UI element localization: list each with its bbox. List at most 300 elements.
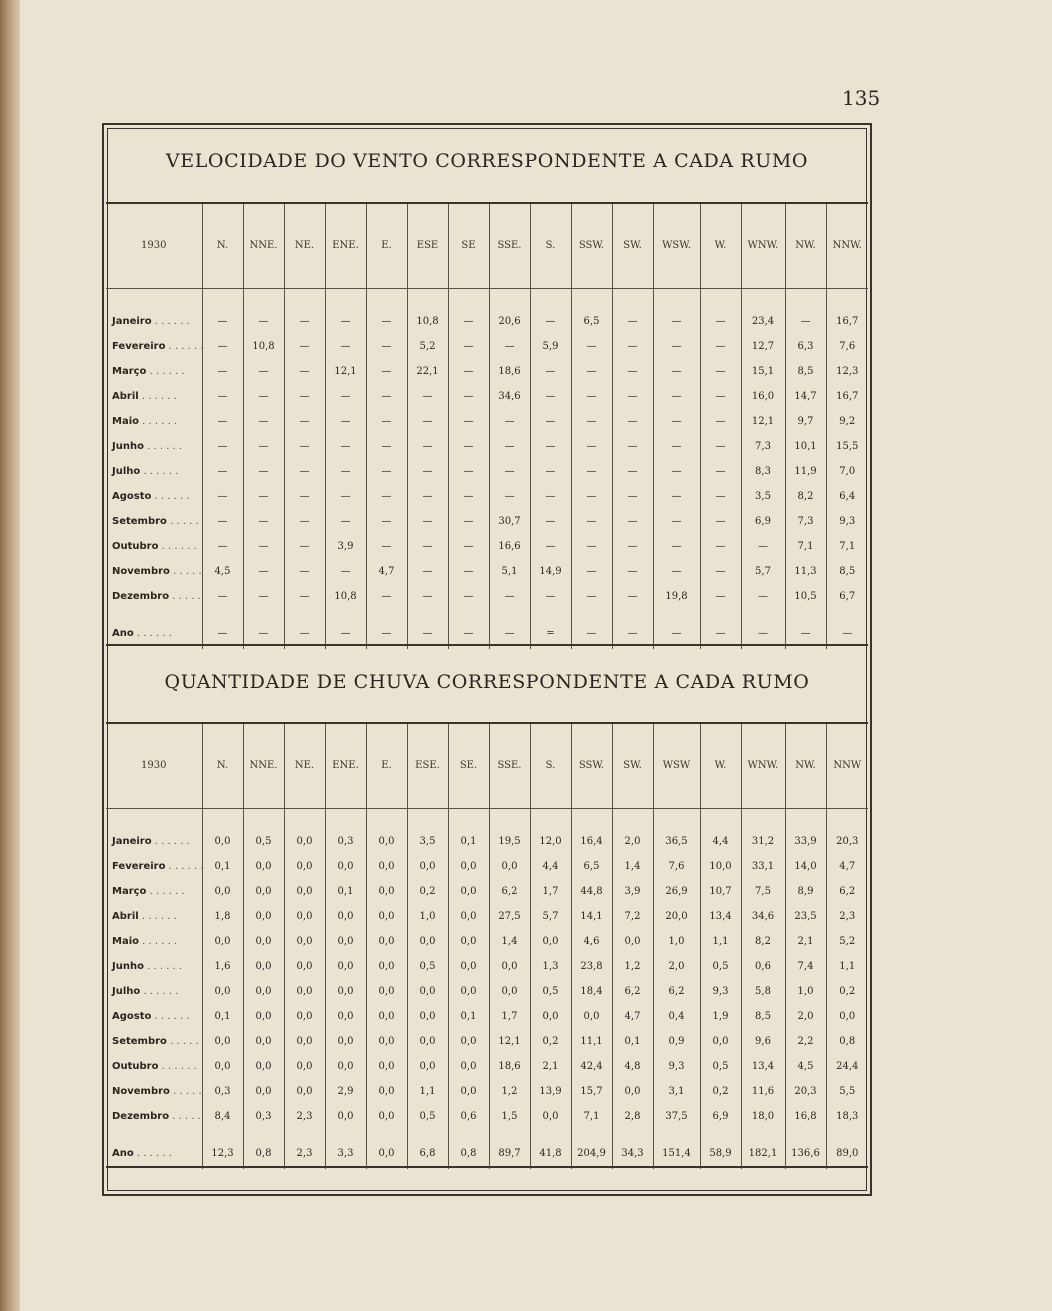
table-cell: 0,0 bbox=[202, 979, 243, 1004]
table-cell: — bbox=[700, 359, 741, 384]
table-cell: — bbox=[700, 384, 741, 409]
table-row bbox=[106, 1004, 868, 1029]
table-cell: 16,8 bbox=[785, 1104, 826, 1129]
month-label: Julho . . . bbox=[106, 459, 202, 484]
table-cell: 14,7 bbox=[785, 384, 826, 409]
table-cell: 15,5 bbox=[826, 434, 868, 459]
table-cell: 8,9 bbox=[785, 879, 826, 904]
table-row bbox=[106, 929, 868, 954]
table-cell: — bbox=[243, 534, 284, 559]
table-cell: 0,5 bbox=[407, 954, 448, 979]
total-separator-row bbox=[106, 609, 868, 619]
table-cell: — bbox=[530, 409, 571, 434]
table-cell: — bbox=[530, 384, 571, 409]
table-cell: 2,2 bbox=[785, 1029, 826, 1054]
table-cell: 1,9 bbox=[700, 1004, 741, 1029]
table-cell: — bbox=[571, 334, 612, 359]
table-row bbox=[106, 309, 868, 334]
table-cell: — bbox=[571, 619, 612, 649]
table-cell: 5,8 bbox=[741, 979, 785, 1004]
table-cell: 0,0 bbox=[284, 1029, 325, 1054]
table-cell: 0,0 bbox=[489, 854, 530, 879]
table-cell: 4,8 bbox=[612, 1054, 653, 1079]
table-cell: — bbox=[366, 384, 407, 409]
table-cell: — bbox=[366, 584, 407, 609]
table-cell: 5,7 bbox=[741, 559, 785, 584]
table-cell: — bbox=[653, 459, 700, 484]
table-cell: 0,0 bbox=[325, 979, 366, 1004]
month-label: Agosto . . . bbox=[106, 484, 202, 509]
table-cell: 1,3 bbox=[530, 954, 571, 979]
table-cell: — bbox=[284, 309, 325, 334]
table-cell: — bbox=[612, 359, 653, 384]
direction-header: WSW bbox=[653, 724, 700, 808]
direction-header: NNE. bbox=[243, 204, 284, 288]
table-cell: 0,0 bbox=[325, 1104, 366, 1129]
table-cell: 0,0 bbox=[448, 979, 489, 1004]
table-cell: 7,5 bbox=[741, 879, 785, 904]
direction-header: NNW. bbox=[826, 204, 868, 288]
table-row bbox=[106, 1029, 868, 1054]
table-cell: — bbox=[284, 384, 325, 409]
table-cell: — bbox=[571, 459, 612, 484]
table-cell: — bbox=[489, 409, 530, 434]
table-cell: 1,0 bbox=[407, 904, 448, 929]
table-cell: 89,7 bbox=[489, 1139, 530, 1169]
table-cell: 0,6 bbox=[448, 1104, 489, 1129]
table-cell: — bbox=[653, 409, 700, 434]
month-label: Dezembro . . . bbox=[106, 584, 202, 609]
table-cell: 0,0 bbox=[284, 954, 325, 979]
table-cell: — bbox=[366, 509, 407, 534]
table-cell: 6,7 bbox=[826, 584, 868, 609]
table-cell: 8,2 bbox=[785, 484, 826, 509]
table-cell: 34,6 bbox=[489, 384, 530, 409]
table-cell: 1,0 bbox=[653, 929, 700, 954]
table-cell: 26,9 bbox=[653, 879, 700, 904]
table-cell: — bbox=[700, 534, 741, 559]
table-cell: 16,7 bbox=[826, 384, 868, 409]
table-cell: 12,3 bbox=[826, 359, 868, 384]
table-cell: 18,3 bbox=[826, 1104, 868, 1129]
table-cell: — bbox=[202, 584, 243, 609]
table-cell: 0,0 bbox=[325, 904, 366, 929]
table-cell: 0,0 bbox=[366, 854, 407, 879]
month-label: Setembro . . . bbox=[106, 1029, 202, 1054]
table-cell: 0,0 bbox=[366, 979, 407, 1004]
table-cell: — bbox=[612, 334, 653, 359]
table-cell: 13,9 bbox=[530, 1079, 571, 1104]
table-cell: — bbox=[366, 409, 407, 434]
table-cell: 0,0 bbox=[243, 979, 284, 1004]
table-cell: — bbox=[284, 334, 325, 359]
table-cell: — bbox=[612, 534, 653, 559]
table-cell: 6,4 bbox=[826, 484, 868, 509]
table-cell: — bbox=[530, 309, 571, 334]
table-cell: — bbox=[284, 359, 325, 384]
table-cell: — bbox=[407, 619, 448, 649]
table-cell: — bbox=[202, 434, 243, 459]
total-separator-row bbox=[106, 1129, 868, 1139]
table-cell: 10,1 bbox=[785, 434, 826, 459]
table-cell: — bbox=[571, 434, 612, 459]
table-cell: 22,1 bbox=[407, 359, 448, 384]
page-number: 135 bbox=[842, 86, 881, 110]
table-row bbox=[106, 384, 868, 409]
table-cell: 33,9 bbox=[785, 829, 826, 854]
month-label: Março . . . bbox=[106, 359, 202, 384]
table-cell: 42,4 bbox=[571, 1054, 612, 1079]
table-cell: 3,9 bbox=[612, 879, 653, 904]
table-cell: 6,5 bbox=[571, 854, 612, 879]
table-cell: — bbox=[243, 584, 284, 609]
table-cell: 0,0 bbox=[284, 1004, 325, 1029]
table-cell: 0,0 bbox=[325, 1004, 366, 1029]
table-cell: 89,0 bbox=[826, 1139, 868, 1169]
table-row bbox=[106, 359, 868, 384]
table-cell: 0,0 bbox=[366, 1139, 407, 1169]
table-cell: — bbox=[489, 484, 530, 509]
direction-header: SW. bbox=[612, 724, 653, 808]
table-cell: 7,3 bbox=[741, 434, 785, 459]
table-cell: 20,0 bbox=[653, 904, 700, 929]
table-cell: 2,3 bbox=[284, 1139, 325, 1169]
table-cell: 6,9 bbox=[700, 1104, 741, 1129]
table-cell: 41,8 bbox=[530, 1139, 571, 1169]
table-cell: — bbox=[448, 619, 489, 649]
table-cell: — bbox=[325, 434, 366, 459]
table-cell: — bbox=[489, 459, 530, 484]
table-cell: 7,1 bbox=[571, 1104, 612, 1129]
table-cell: 0,0 bbox=[202, 879, 243, 904]
direction-header: SSW. bbox=[571, 204, 612, 288]
table-cell: — bbox=[325, 459, 366, 484]
table-cell: — bbox=[785, 619, 826, 649]
table-cell: 0,0 bbox=[448, 1029, 489, 1054]
table-cell: 6,9 bbox=[741, 509, 785, 534]
table-cell: — bbox=[284, 409, 325, 434]
table-cell: — bbox=[325, 509, 366, 534]
table-cell: 204,9 bbox=[571, 1139, 612, 1169]
table-cell: 182,1 bbox=[741, 1139, 785, 1169]
table-cell: 2,3 bbox=[284, 1104, 325, 1129]
table-cell: 0,0 bbox=[366, 879, 407, 904]
table-cell: 0,0 bbox=[366, 1104, 407, 1129]
table-cell: — bbox=[284, 484, 325, 509]
table-cell: 0,0 bbox=[407, 929, 448, 954]
table-cell: 0,0 bbox=[530, 1104, 571, 1129]
table-cell: 20,6 bbox=[489, 309, 530, 334]
table-cell: 18,4 bbox=[571, 979, 612, 1004]
table-cell: — bbox=[243, 434, 284, 459]
table-cell: — bbox=[653, 484, 700, 509]
table-cell: — bbox=[202, 334, 243, 359]
table-cell: 6,2 bbox=[826, 879, 868, 904]
direction-header: WNW. bbox=[741, 724, 785, 808]
table-cell: 6,8 bbox=[407, 1139, 448, 1169]
month-label: Outubro . . . bbox=[106, 1054, 202, 1079]
table-cell: 37,5 bbox=[653, 1104, 700, 1129]
table-cell: 1,1 bbox=[826, 954, 868, 979]
table-cell: 10,5 bbox=[785, 584, 826, 609]
table-cell: 0,0 bbox=[325, 929, 366, 954]
year-label: 1930 bbox=[106, 204, 202, 288]
table-cell: 1,8 bbox=[202, 904, 243, 929]
table-cell: 0,0 bbox=[448, 879, 489, 904]
bottom-rule bbox=[106, 1166, 868, 1168]
table-cell: 0,0 bbox=[826, 1004, 868, 1029]
table-cell: — bbox=[448, 334, 489, 359]
table-cell: 9,2 bbox=[826, 409, 868, 434]
direction-header: W. bbox=[700, 724, 741, 808]
table-cell: 9,3 bbox=[653, 1054, 700, 1079]
table-cell: — bbox=[653, 434, 700, 459]
table-cell: — bbox=[571, 509, 612, 534]
table-row bbox=[106, 1079, 868, 1104]
table-cell: 0,0 bbox=[407, 854, 448, 879]
table-cell: — bbox=[653, 384, 700, 409]
table-cell: 0,0 bbox=[202, 829, 243, 854]
table-cell: 0,0 bbox=[325, 1054, 366, 1079]
table-cell: — bbox=[448, 434, 489, 459]
table-cell: — bbox=[571, 534, 612, 559]
direction-header: SE bbox=[448, 204, 489, 288]
month-label: Outubro . . . bbox=[106, 534, 202, 559]
table-cell: — bbox=[407, 459, 448, 484]
table-cell: 2,0 bbox=[612, 829, 653, 854]
table-cell: — bbox=[407, 559, 448, 584]
table-cell: 7,3 bbox=[785, 509, 826, 534]
spacer-row bbox=[106, 808, 868, 829]
table-cell: 0,0 bbox=[612, 929, 653, 954]
table-cell: 23,5 bbox=[785, 904, 826, 929]
month-label: Fevereiro . . . bbox=[106, 854, 202, 879]
table-cell: 1,2 bbox=[612, 954, 653, 979]
section-divider bbox=[106, 644, 868, 646]
table-cell: — bbox=[612, 459, 653, 484]
table-cell: 16,6 bbox=[489, 534, 530, 559]
table-row bbox=[106, 409, 868, 434]
table-cell: 3,9 bbox=[325, 534, 366, 559]
table-cell: 5,5 bbox=[826, 1079, 868, 1104]
table-cell: 14,0 bbox=[785, 854, 826, 879]
month-label: Maio . . . bbox=[106, 929, 202, 954]
month-label: Maio . . . bbox=[106, 409, 202, 434]
table-cell: 12,7 bbox=[741, 334, 785, 359]
table-cell: — bbox=[202, 459, 243, 484]
book-binding-edge bbox=[0, 0, 20, 1311]
table-cell: 0,5 bbox=[243, 829, 284, 854]
table-cell: 18,6 bbox=[489, 1054, 530, 1079]
table-cell: 0,4 bbox=[653, 1004, 700, 1029]
month-label: Março . . . bbox=[106, 879, 202, 904]
table-cell: 12,1 bbox=[489, 1029, 530, 1054]
table-cell: 8,5 bbox=[785, 359, 826, 384]
table-cell: — bbox=[202, 534, 243, 559]
table-cell: 33,1 bbox=[741, 854, 785, 879]
table-cell: 44,8 bbox=[571, 879, 612, 904]
table-cell: 11,9 bbox=[785, 459, 826, 484]
table-cell: 4,7 bbox=[826, 854, 868, 879]
month-label: Janeiro . . . bbox=[106, 309, 202, 334]
table-cell: — bbox=[826, 619, 868, 649]
direction-header: N. bbox=[202, 204, 243, 288]
table-cell: — bbox=[407, 384, 448, 409]
table-cell: — bbox=[284, 534, 325, 559]
month-label: Ano . . . bbox=[106, 1139, 202, 1169]
table-cell: — bbox=[243, 459, 284, 484]
table-cell: 136,6 bbox=[785, 1139, 826, 1169]
table-cell: 0,0 bbox=[243, 1054, 284, 1079]
direction-header: NE. bbox=[284, 724, 325, 808]
table-cell: 7,6 bbox=[653, 854, 700, 879]
wind-speed-table bbox=[106, 204, 868, 649]
table-cell: — bbox=[448, 509, 489, 534]
table-cell: 0,5 bbox=[530, 979, 571, 1004]
table-cell: 0,9 bbox=[653, 1029, 700, 1054]
table-cell: 11,3 bbox=[785, 559, 826, 584]
table-cell: 7,0 bbox=[826, 459, 868, 484]
table-cell: 2,1 bbox=[785, 929, 826, 954]
table-cell: 5,7 bbox=[530, 904, 571, 929]
table-cell: — bbox=[785, 309, 826, 334]
rain-header-row bbox=[106, 724, 868, 808]
table-cell: 0,0 bbox=[366, 904, 407, 929]
direction-header: NW. bbox=[785, 724, 826, 808]
table-cell: 4,6 bbox=[571, 929, 612, 954]
table-cell: 0,5 bbox=[407, 1104, 448, 1129]
table-cell: — bbox=[448, 384, 489, 409]
table-cell: 0,0 bbox=[571, 1004, 612, 1029]
table-cell: — bbox=[700, 459, 741, 484]
table-row bbox=[106, 584, 868, 609]
table-cell: — bbox=[202, 309, 243, 334]
table-cell: — bbox=[530, 509, 571, 534]
rain-title: QUANTIDADE DE CHUVA CORRESPONDENTE A CADA RUMO bbox=[164, 671, 810, 693]
month-label: Dezembro . . . bbox=[106, 1104, 202, 1129]
table-cell: — bbox=[448, 309, 489, 334]
table-cell: 12,1 bbox=[325, 359, 366, 384]
table-cell: — bbox=[325, 334, 366, 359]
table-cell: 0,0 bbox=[530, 929, 571, 954]
table-cell: 0,0 bbox=[284, 1054, 325, 1079]
table-cell: — bbox=[741, 534, 785, 559]
table-cell: — bbox=[366, 359, 407, 384]
table-cell: 20,3 bbox=[826, 829, 868, 854]
table-cell: 0,8 bbox=[243, 1139, 284, 1169]
table-cell: 0,0 bbox=[366, 929, 407, 954]
table-row bbox=[106, 484, 868, 509]
table-cell: — bbox=[612, 409, 653, 434]
table-row bbox=[106, 979, 868, 1004]
table-row bbox=[106, 1054, 868, 1079]
direction-header: SSW. bbox=[571, 724, 612, 808]
table-cell: 0,0 bbox=[284, 1079, 325, 1104]
table-cell: 16,4 bbox=[571, 829, 612, 854]
table-cell: — bbox=[612, 619, 653, 649]
table-cell: — bbox=[243, 509, 284, 534]
table-cell: 8,4 bbox=[202, 1104, 243, 1129]
table-cell: — bbox=[243, 309, 284, 334]
table-cell: 0,2 bbox=[407, 879, 448, 904]
table-cell: 8,3 bbox=[741, 459, 785, 484]
table-cell: — bbox=[612, 434, 653, 459]
table-cell: — bbox=[571, 584, 612, 609]
table-cell: — bbox=[448, 459, 489, 484]
table-cell: 1,7 bbox=[489, 1004, 530, 1029]
table-cell: 23,4 bbox=[741, 309, 785, 334]
table-cell: 0,6 bbox=[741, 954, 785, 979]
table-cell: 2,8 bbox=[612, 1104, 653, 1129]
table-cell: — bbox=[202, 384, 243, 409]
table-cell: 7,1 bbox=[826, 534, 868, 559]
table-row bbox=[106, 879, 868, 904]
table-cell: — bbox=[325, 484, 366, 509]
table-cell: — bbox=[612, 584, 653, 609]
table-cell: — bbox=[284, 584, 325, 609]
table-cell: 0,8 bbox=[448, 1139, 489, 1169]
table-cell: 6,5 bbox=[571, 309, 612, 334]
table-cell: 15,1 bbox=[741, 359, 785, 384]
month-label: Novembro . . . bbox=[106, 559, 202, 584]
table-cell: 15,7 bbox=[571, 1079, 612, 1104]
table-cell: 6,3 bbox=[785, 334, 826, 359]
table-cell: 0,0 bbox=[284, 829, 325, 854]
table-cell: 23,8 bbox=[571, 954, 612, 979]
table-cell: — bbox=[407, 584, 448, 609]
table-cell: — bbox=[448, 584, 489, 609]
table-cell: 0,1 bbox=[448, 829, 489, 854]
table-cell: 3,1 bbox=[653, 1079, 700, 1104]
table-cell: 0,0 bbox=[530, 1004, 571, 1029]
table-cell: 5,9 bbox=[530, 334, 571, 359]
table-cell: — bbox=[284, 509, 325, 534]
table-cell: 0,1 bbox=[448, 1004, 489, 1029]
table-cell: 8,5 bbox=[826, 559, 868, 584]
table-cell: 18,0 bbox=[741, 1104, 785, 1129]
table-cell: — bbox=[407, 409, 448, 434]
table-cell: — bbox=[700, 584, 741, 609]
table-cell: 0,0 bbox=[202, 1029, 243, 1054]
table-cell: 11,6 bbox=[741, 1079, 785, 1104]
month-label: Abril . . . bbox=[106, 384, 202, 409]
table-cell: 4,7 bbox=[366, 559, 407, 584]
table-cell: 0,1 bbox=[612, 1029, 653, 1054]
table-cell: — bbox=[243, 384, 284, 409]
table-row bbox=[106, 1104, 868, 1129]
table-row bbox=[106, 459, 868, 484]
table-cell: — bbox=[612, 384, 653, 409]
table-cell: — bbox=[700, 434, 741, 459]
table-cell: 5,2 bbox=[826, 929, 868, 954]
table-cell: 9,6 bbox=[741, 1029, 785, 1054]
table-cell: 0,0 bbox=[243, 879, 284, 904]
table-cell: — bbox=[571, 484, 612, 509]
table-cell: 10,8 bbox=[243, 334, 284, 359]
table-cell: 7,6 bbox=[826, 334, 868, 359]
table-cell: 0,0 bbox=[366, 954, 407, 979]
table-cell: — bbox=[653, 309, 700, 334]
table-cell: 6,2 bbox=[612, 979, 653, 1004]
table-cell: 58,9 bbox=[700, 1139, 741, 1169]
table-row bbox=[106, 434, 868, 459]
table-cell: — bbox=[448, 534, 489, 559]
direction-header: S. bbox=[530, 724, 571, 808]
table-cell: 13,4 bbox=[741, 1054, 785, 1079]
table-cell: 16,0 bbox=[741, 384, 785, 409]
table-cell: — bbox=[284, 434, 325, 459]
table-cell: 1,4 bbox=[612, 854, 653, 879]
